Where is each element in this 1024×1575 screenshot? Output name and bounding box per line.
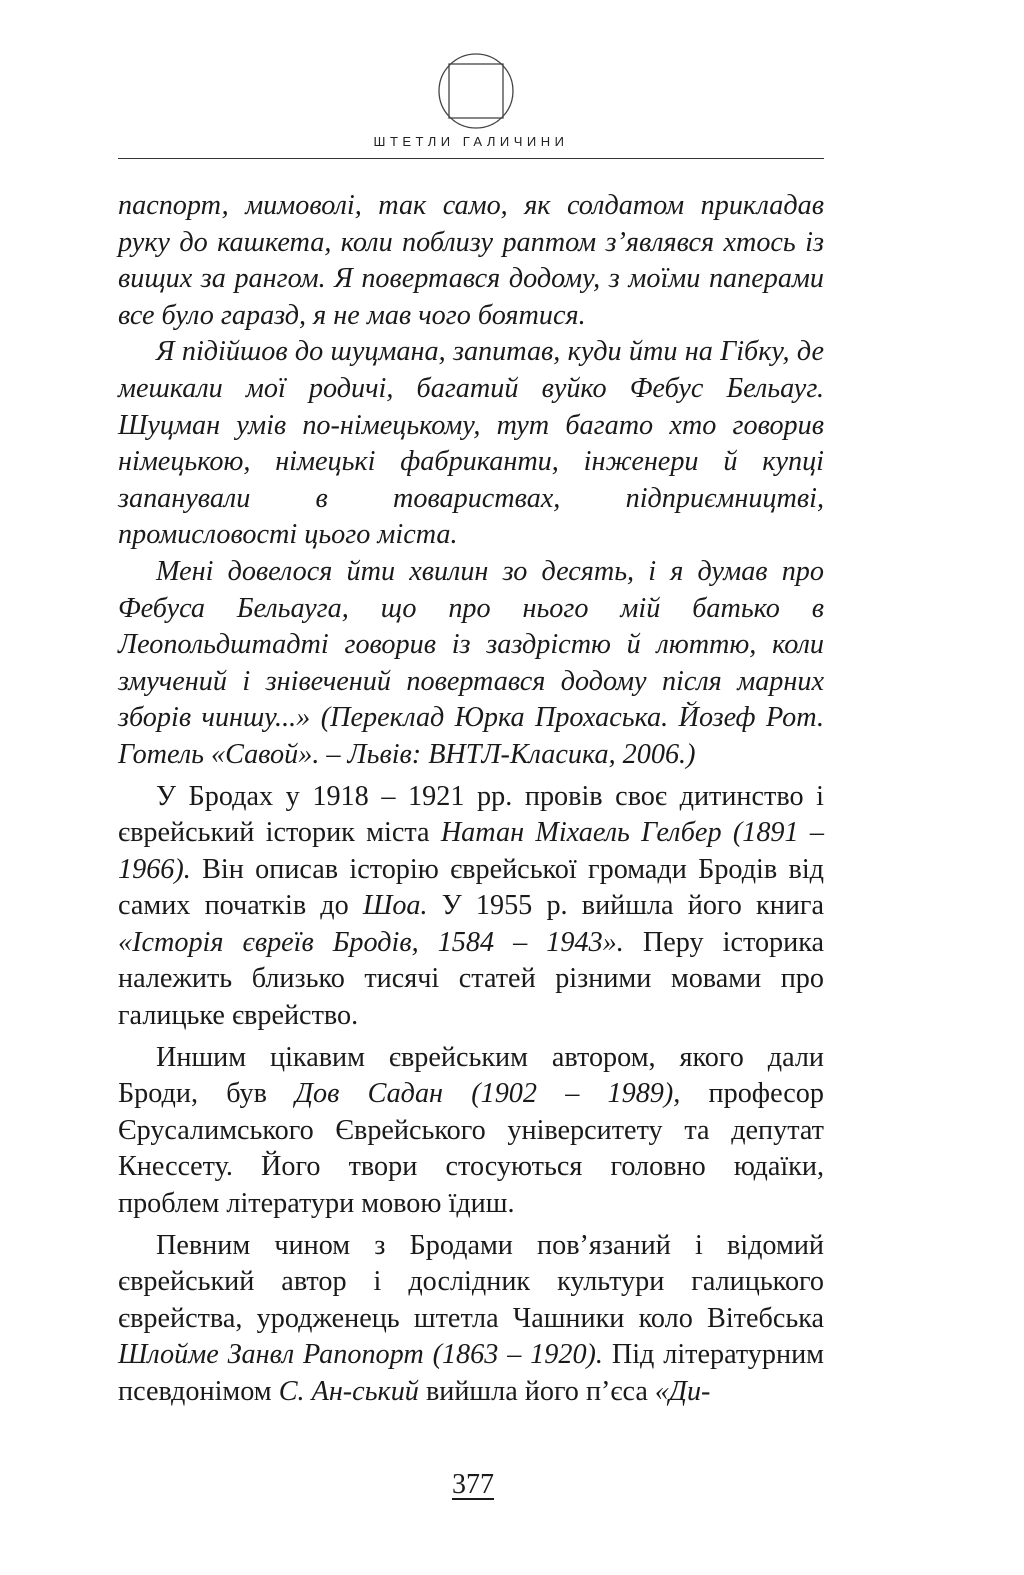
body-paragraph-3	[118, 1228, 824, 1411]
quote-paragraph-2: Я підійшов до шуцмана, запитав, куди йти на Гібку, де мешкали мої родичі, багатий вуйко Фебус Бельауг. Шуцман умів по-німецькому, тут багато хто говорив німецькою, німецькі фабриканти, інженери й купці запанували в товариствах, підприємництві, промисловості цього міста.	[118, 336, 824, 551]
italic-run: Шоа.	[362, 890, 428, 922]
running-head: ШТЕТЛИ ГАЛИЧИНИ	[373, 134, 569, 149]
quote-paragraph-3: Мені довелося йти хвилин зо десять, і я думав про Фебуса Бельауга, що про нього мій батько в Леопольдштадті говорив із заздрістю й люттю, коли змучений і знівечений повертався додому після марних зборів чиншу...» (Переклад Юрка Прохаська. Йозеф Рот. Готель «Савой». – Львів: ВНТЛ-Класика, 2006.)	[118, 555, 824, 770]
text-run: Певним чином з Бродами пов’язаний і відомий єврейський автор і дослідник культури галицького єврейства, уродженець штетла Чашники коло Вітебська	[118, 1229, 824, 1334]
quote-paragraph-1: паспорт, мимоволі, так само, як солдатом прикладав руку до кашкета, коли поблизу раптом з’являвся хтось із вищих за рангом. Я повертався додому, з моїми паперами все було гаразд, я не мав чого боятися.	[118, 190, 824, 331]
page-text	[118, 188, 824, 1411]
text-run: Він описав історію єврейської громади Бродів від самих початків до	[118, 853, 824, 922]
italic-run: «Історія євреїв Бродів, 1584 – 1943».	[118, 926, 624, 958]
circle-square-emblem-icon	[433, 48, 519, 134]
text-run: Иншим цікавим єврейським автором, якого дали Броди, був	[118, 1041, 824, 1110]
body-paragraph-1	[118, 779, 824, 1035]
text-run: Під літературним псевдонімом	[118, 1339, 824, 1407]
text-run: професор Єрусалимського Єврейського університету та депутат Кнесcету. Його твори стосуються головно юдаїки, проблем літератури мовою їдиш.	[118, 1078, 824, 1220]
text-run: Перу історика належить близько тисячі статей різними мовами про галицьке єврейство.	[118, 926, 824, 1032]
body-paragraph-2	[118, 1040, 824, 1223]
italic-run: Натан Міхаель Гелбер (1891 – 1966).	[118, 817, 824, 885]
header-rule	[118, 158, 824, 159]
text-run: вийшла його п’єса	[418, 1376, 655, 1407]
text-run: У Бродах у 1918 – 1921 рр. провів своє дитинство і єврейський історик міста	[118, 780, 824, 849]
text-run: У 1955 р. вийшла його книга	[427, 890, 824, 922]
italic-run: С. Ан-ський	[278, 1376, 419, 1407]
italic-run: Дов Садан (1902 – 1989),	[295, 1078, 681, 1110]
italic-run: «Ди-	[654, 1376, 711, 1407]
page-number: 377	[452, 1469, 494, 1500]
italic-run: Шлойме Занвл Рапопорт (1863 – 1920).	[118, 1339, 603, 1371]
